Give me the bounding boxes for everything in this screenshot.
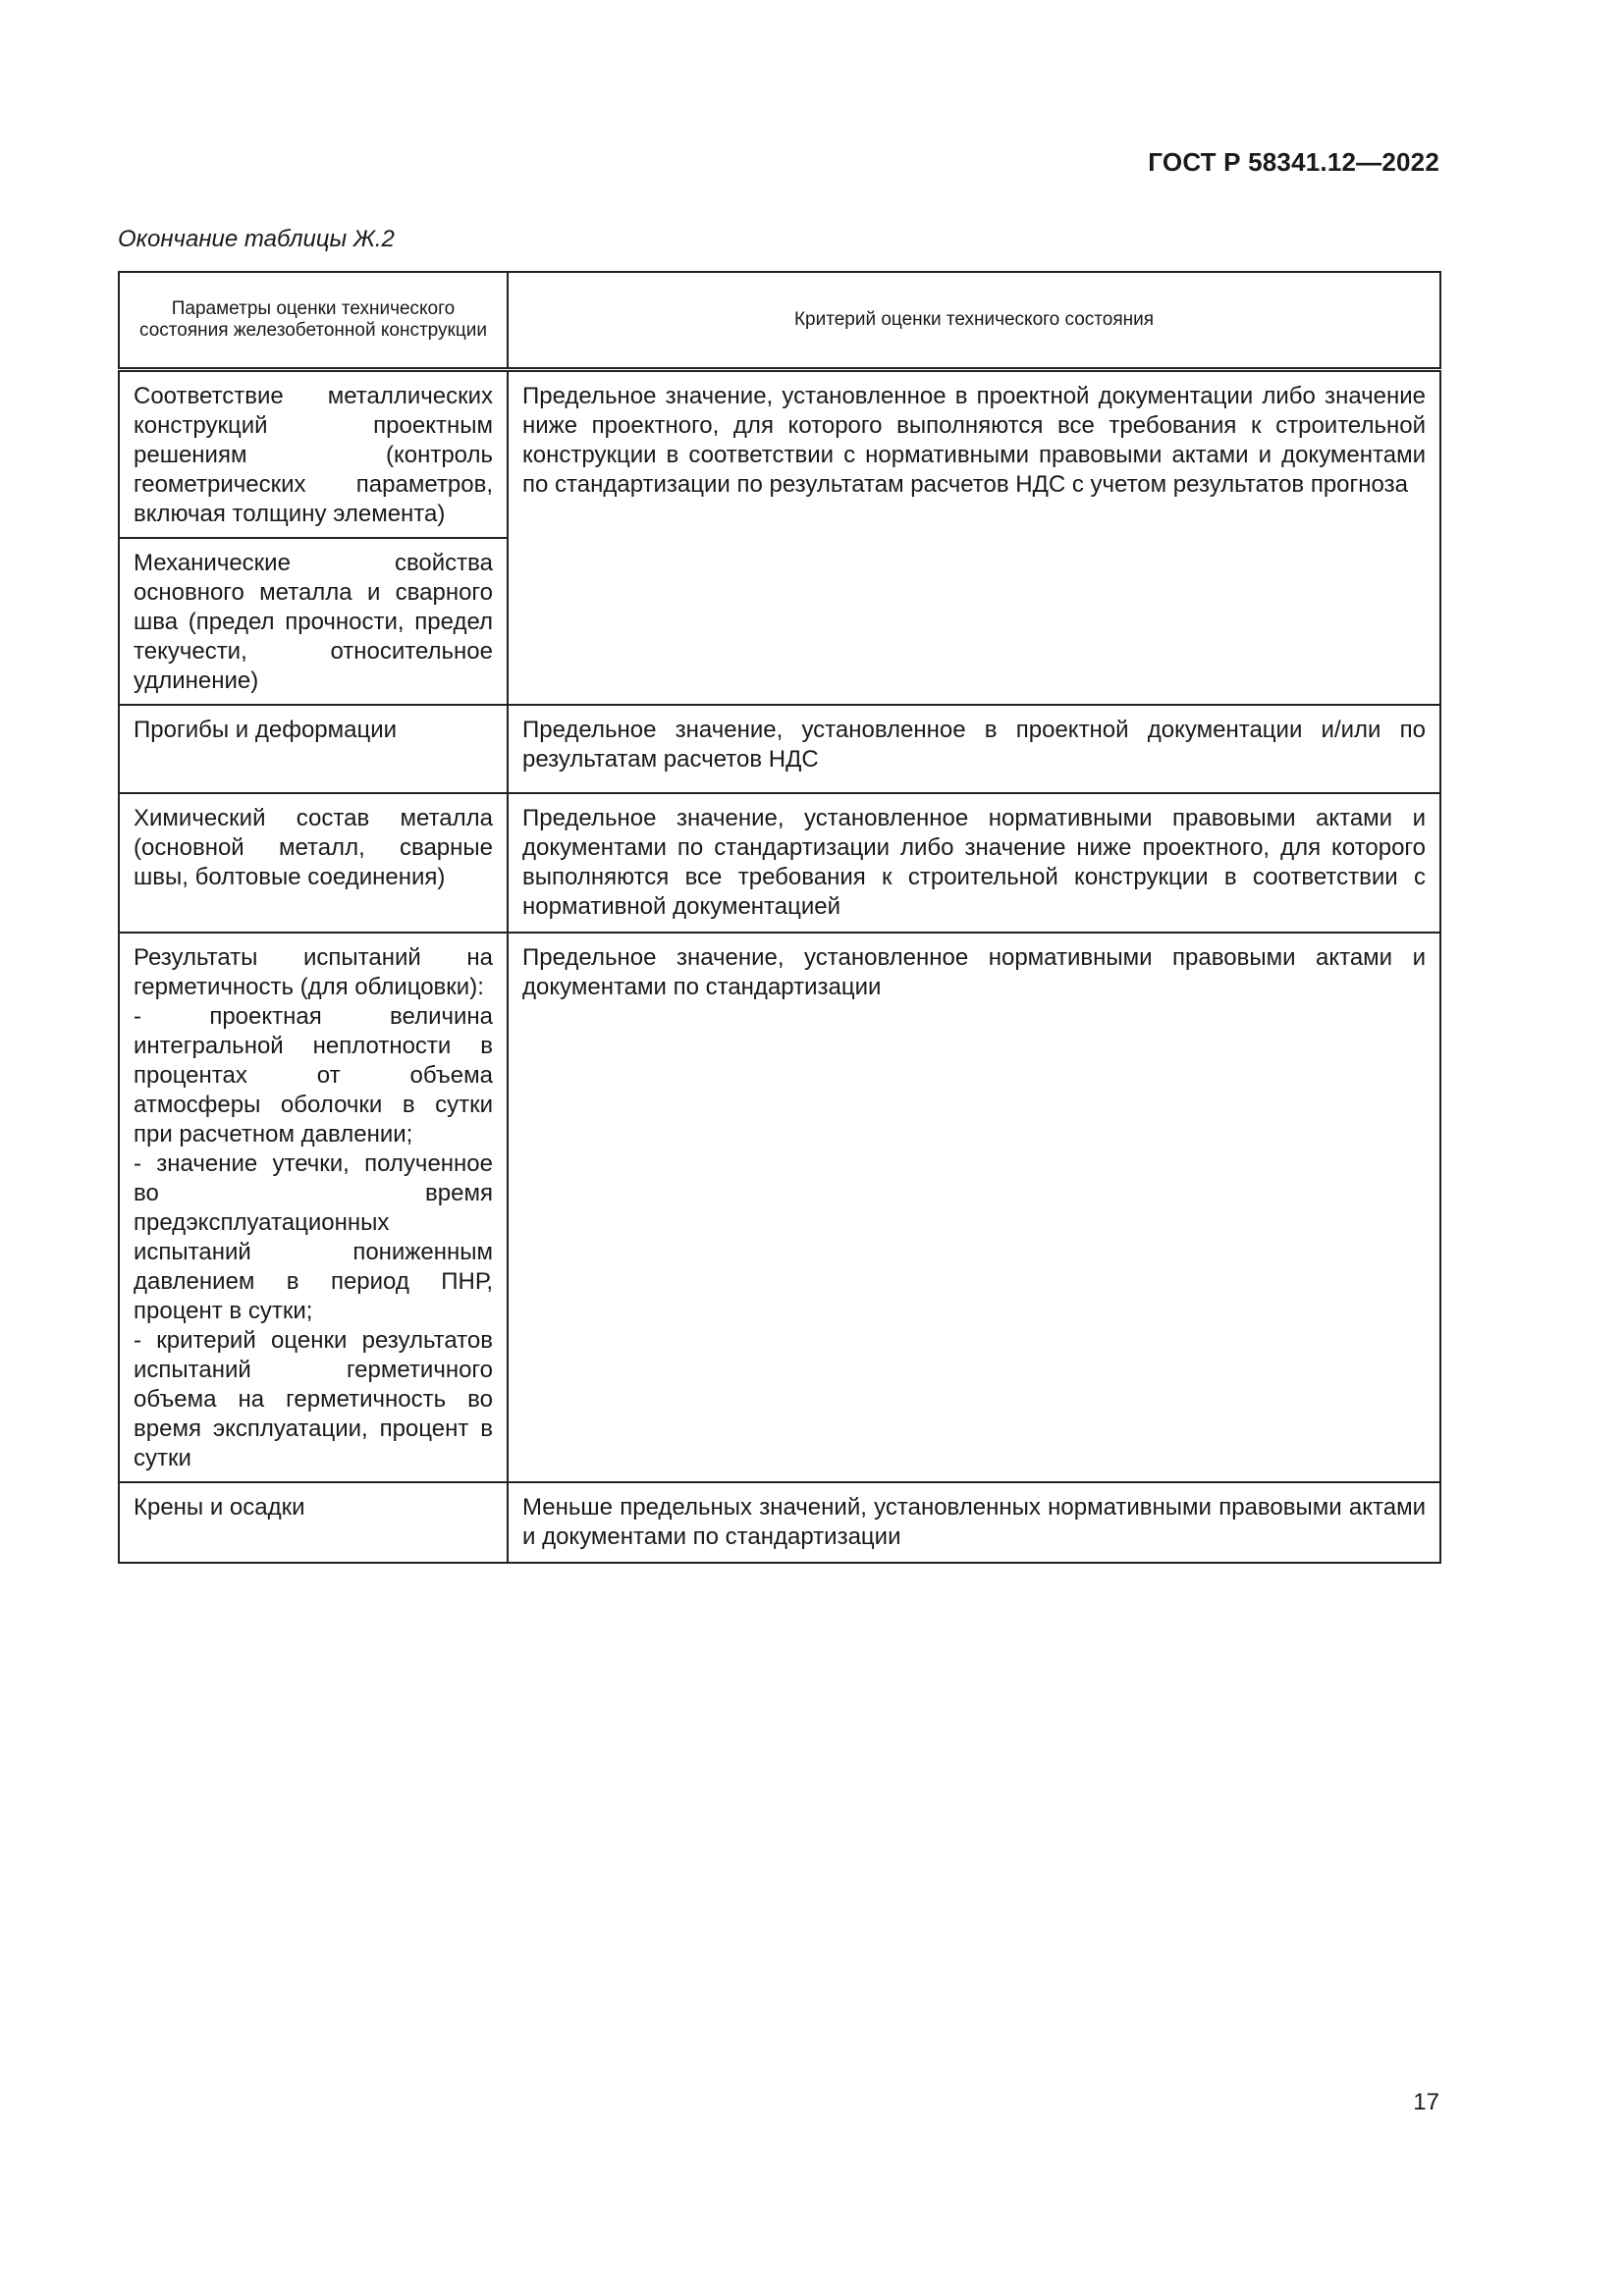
table-caption: Окончание таблицы Ж.2 xyxy=(118,226,395,252)
table-header-row xyxy=(119,272,1440,370)
criteria-table xyxy=(118,271,1441,1564)
criterion-cell: Предельное значение, установленное в проектной документации либо значение ниже проектного, для которого выполняются все требования к строительной конструкции в соответствии с нормативными правовыми актами и документами по стандартизации по результатам расчетов НДС с учетом результатов прогноза xyxy=(508,370,1440,706)
criterion-cell: Меньше предельных значений, установленных нормативными правовыми актами и документами по стандартизации xyxy=(508,1482,1440,1563)
criterion-cell: Предельное значение, установленное в проектной документации и/или по результатам расчетов НДС xyxy=(508,705,1440,793)
parameter-cell: Химический состав металла (основной металл, сварные швы, болтовые соединения) xyxy=(119,793,508,933)
column-header-criterion: Критерий оценки технического состояния xyxy=(508,272,1440,370)
criterion-cell: Предельное значение, установленное нормативными правовыми актами и документами по стандартизации xyxy=(508,933,1440,1482)
document-code: ГОСТ Р 58341.12—2022 xyxy=(1148,147,1439,177)
column-header-parameters: Параметры оценки технического состояния железобетонной конструкции xyxy=(119,272,508,370)
table-row xyxy=(119,933,1440,1482)
criterion-cell: Предельное значение, установленное нормативными правовыми актами и документами по стандартизации либо значение ниже проектного, для которого выполняются все требования к строительной конструкции в соответствии с нормативной документацией xyxy=(508,793,1440,933)
parameter-cell: Механические свойства основного металла и сварного шва (предел прочности, предел текучести, относительное удлинение) xyxy=(119,538,508,705)
parameter-cell: Прогибы и деформации xyxy=(119,705,508,793)
parameter-cell: Крены и осадки xyxy=(119,1482,508,1563)
table-row xyxy=(119,793,1440,933)
parameter-cell: Соответствие металлических конструкций проектным решениям (контроль геометрических параметров, включая толщину элемента) xyxy=(119,370,508,539)
page-number: 17 xyxy=(1413,2089,1439,2115)
parameter-cell: Результаты испытаний на герметичность (для облицовки): - проектная величина интегральной неплотности в процентах от объема атмосферы оболочки в сутки при расчетном давлении; - значение утечки, полученное во время предэксплуатационных испытаний пониженным давлением в период ПНР, процент в сутки; - критерий оценки результатов испытаний герметичного объема на герметичность во время эксплуатации, процент в сутки xyxy=(119,933,508,1482)
table-row xyxy=(119,370,1440,539)
table-row xyxy=(119,1482,1440,1563)
table-row xyxy=(119,705,1440,793)
